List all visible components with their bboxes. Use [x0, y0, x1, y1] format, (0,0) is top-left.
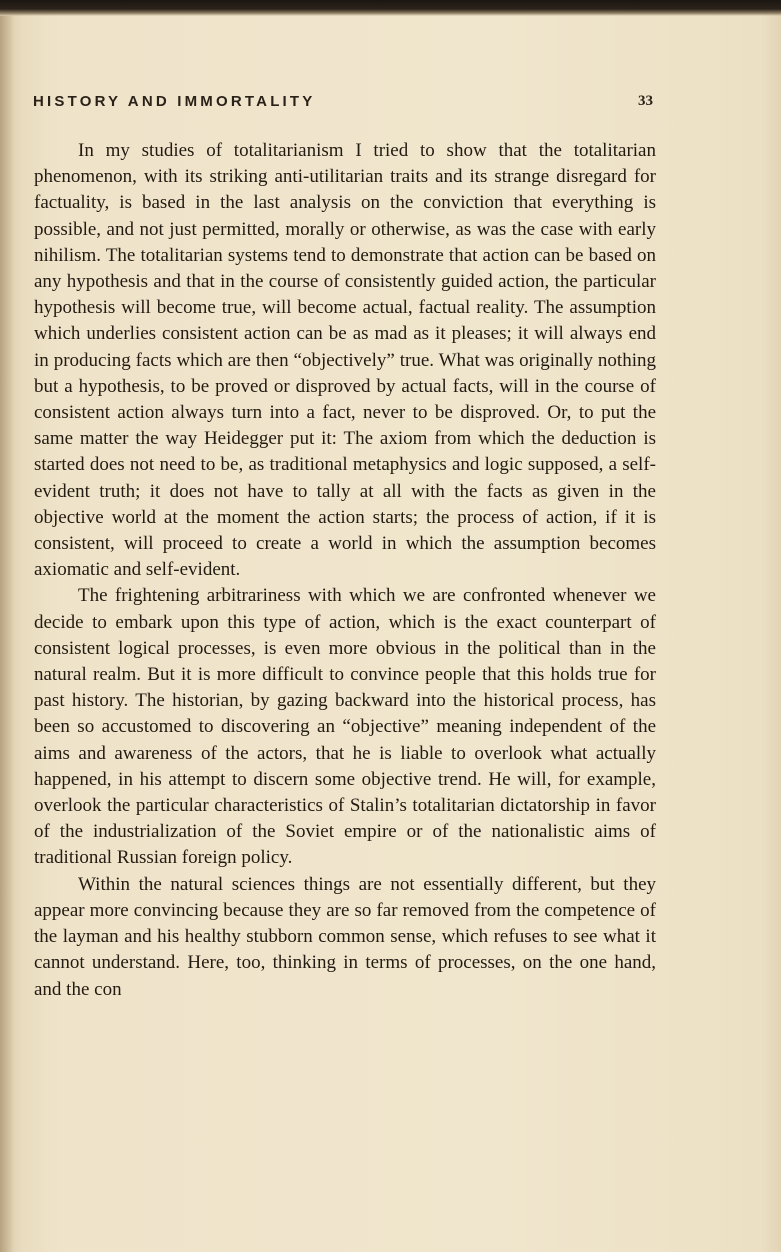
body-text — [34, 138, 656, 1003]
scan-top-edge — [0, 0, 781, 16]
page-number: 33 — [638, 93, 653, 109]
paragraph-3: Within the natural sciences things are not essentially different, but they appear more convincing because they are so far removed from the competence of the layman and his healthy stubborn common sense, which refuses to see what it cannot understand. Here, too, thinking in terms of processes, on the one hand, and the con — [34, 873, 656, 1000]
paragraph-2: The frightening arbitrariness with which we are confronted whenever we decide to embark upon this type of action, which is the exact counterpart of consistent logical processes, is even more obvious in the political than in the natural realm. But it is more difficult to convince people that this holds true for past history. The historian, by gazing backward into the historical process, has been so accustomed to discovering an “objective” meaning independent of the aims and awareness of the actors, that he is liable to overlook what actually happened, in his attempt to discern some objective trend. He will, for example, overlook the particular characteristics of Stalin’s totalitarian dictatorship in favor of the industrialization of the Soviet empire or of the nationalistic aims of traditional Russian foreign policy. — [34, 585, 656, 869]
paragraph-1: In my studies of totalitarianism I tried to show that the totalitarian phenomenon, with its striking anti-utilitarian traits and its strange disregard for factuality, is based in the last analysis on the conviction that everything is possible, and not just permitted, morally or otherwise, as was the case with early nihilism. The totalitarian systems tend to demonstrate that action can be based on any hypothesis and that in the course of consistently guided action, the particular hypothesis will become true, will become actual, factual reality. The assumption which underlies consistent action can be as mad as it pleases; it will always end in producing facts which are then “objectively” true. What was originally nothing but a hypothesis, to be proved or disproved by actual facts, will in the course of consistent action always turn into a fact, never to be disproved. Or, to put the same matter the way Heidegger put it: The axiom from which the deduction is started does not need to be, as traditional metaphysics and logic supposed, a self-evident truth; it does not have to tally at all with the facts as given in the objective world at the moment the action starts; the process of action, if it is consistent, will proceed to create a world in which the assumption becomes axiomatic and self-evident. — [34, 140, 656, 581]
binding-shadow — [0, 16, 14, 1252]
running-head: HISTORY AND IMMORTALITY — [33, 93, 316, 110]
